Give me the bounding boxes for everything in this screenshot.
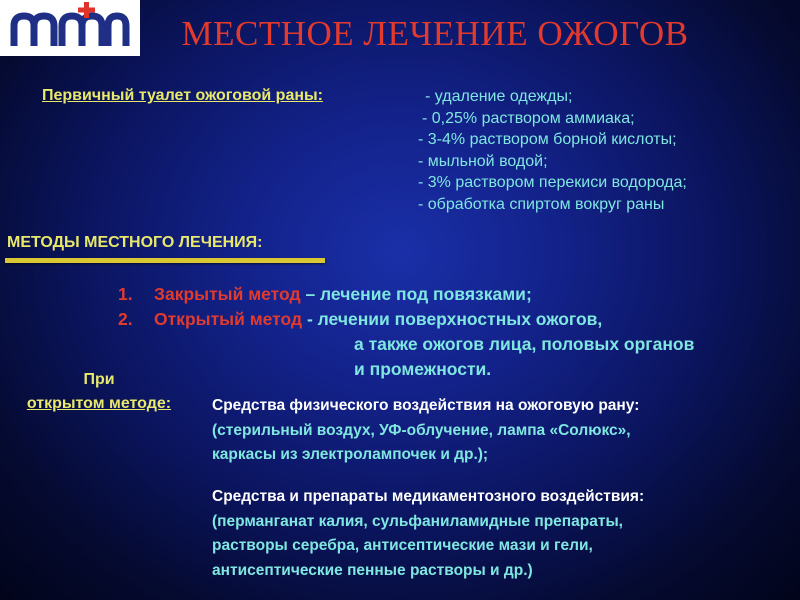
list-item xyxy=(118,282,602,307)
rma-logo xyxy=(0,0,140,56)
primary-toilet-steps xyxy=(418,86,798,215)
methods-list xyxy=(118,282,602,332)
block-heading: Средства физического воздействия на ожоговую рану: xyxy=(212,397,640,414)
method-continuation xyxy=(354,332,694,382)
page-title: МЕСТНОЕ ЛЕЧЕНИЕ ОЖОГОВ xyxy=(181,14,689,53)
item-number: 1. xyxy=(118,284,133,304)
text-line: а также ожогов лица, половых органов xyxy=(354,334,695,354)
text-line: и промежности. xyxy=(354,359,492,379)
text-line: (перманганат калия, сульфаниламидные препараты, xyxy=(212,512,623,530)
methods-heading: МЕТОДЫ МЕСТНОГО ЛЕЧЕНИЯ: xyxy=(7,234,263,251)
text-line: антисептические пенные растворы и др.) xyxy=(212,561,533,579)
method-description: - лечении поверхностных ожогов, xyxy=(302,309,603,329)
item-number: 2. xyxy=(118,309,133,329)
block-heading: Средства и препараты медикаментозного воздействия: xyxy=(212,488,645,505)
open-method-label xyxy=(9,368,189,416)
physical-means-block xyxy=(212,394,639,468)
text-line: открытом методе: xyxy=(26,395,172,412)
list-item: - 0,25% раствором аммиака; xyxy=(422,109,635,127)
list-item xyxy=(118,307,602,332)
list-item: - мыльной водой; xyxy=(418,152,548,170)
medication-means-block xyxy=(212,485,644,583)
text-line: При xyxy=(83,371,115,388)
heading-underline xyxy=(5,258,325,263)
rma-logo-mark xyxy=(0,0,140,56)
method-name: Открытый метод xyxy=(154,309,303,329)
text-line: (стерильный воздух, УФ-облучение, лампа «Солюкс», xyxy=(212,421,631,439)
method-name: Закрытый метод xyxy=(154,284,301,304)
text-line: растворы серебра, антисептические мази и гели, xyxy=(212,537,593,554)
list-item: - 3% раствором перекиси водорода; xyxy=(418,174,687,191)
text-line: каркасы из электролампочек и др.); xyxy=(212,446,489,463)
list-item: - 3-4% раствором борной кислоты; xyxy=(418,131,677,148)
method-description: – лечение под повязками; xyxy=(300,284,532,304)
primary-toilet-label: Первичный туалет ожоговой раны: xyxy=(42,87,323,104)
list-item: - удаление одежды; xyxy=(425,88,573,105)
list-item: - обработка спиртом вокруг раны xyxy=(418,195,665,213)
